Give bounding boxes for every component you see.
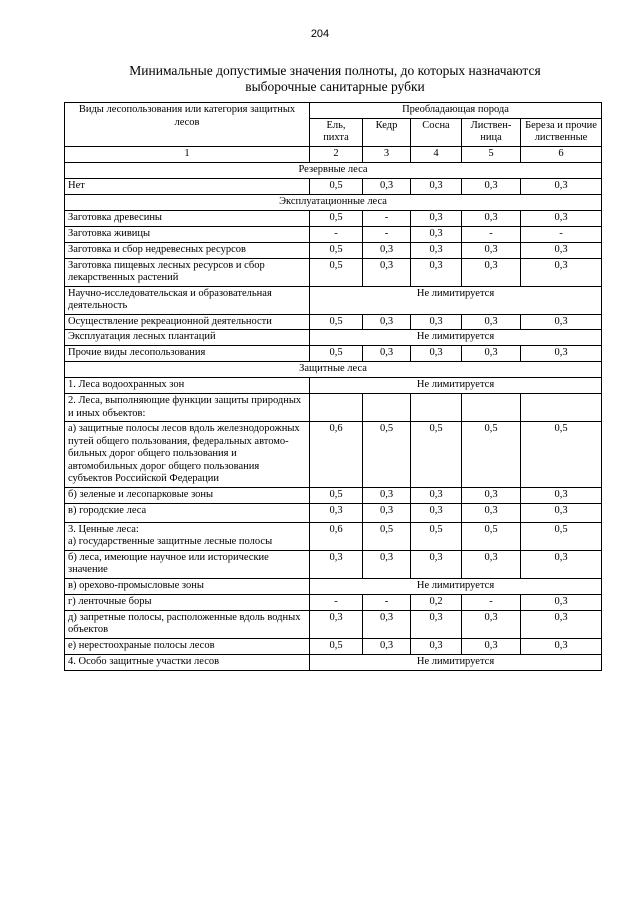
table-cell: 0,3	[521, 550, 602, 578]
header-species: Береза и прочие лиственные	[521, 118, 602, 146]
table-cell: 0,3	[363, 503, 411, 522]
table-cell: 0,3	[462, 550, 521, 578]
table-cell: 0,3	[462, 258, 521, 286]
table-cell: 0,6	[310, 522, 363, 550]
table-cell: 0,3	[363, 258, 411, 286]
table-row	[65, 503, 602, 522]
table-cell: 0,3	[521, 258, 602, 286]
row-label: Заготовка древесины	[65, 210, 310, 226]
table-row	[65, 422, 602, 488]
row-label: Эксплуатация лесных плантаций	[65, 330, 310, 346]
section-reserve: Резервные леса	[65, 162, 602, 178]
table-row	[65, 210, 602, 226]
table-row	[65, 487, 602, 503]
table-cell: 0,3	[411, 346, 462, 362]
table-cell	[411, 394, 462, 422]
table-row	[65, 594, 602, 610]
table-row	[65, 226, 602, 242]
table-cell: 0,3	[363, 314, 411, 330]
table-row	[65, 394, 602, 422]
table-cell: 0,5	[310, 178, 363, 194]
table-cell: 0,3	[462, 210, 521, 226]
table-cell: 0,3	[521, 610, 602, 638]
table-cell: 0,3	[411, 503, 462, 522]
table-cell: 0,3	[521, 638, 602, 654]
table-cell: 0,3	[462, 242, 521, 258]
not-limited-cell: Не лимитируется	[310, 378, 602, 394]
table-cell: 0,5	[521, 422, 602, 488]
table-cell: -	[310, 226, 363, 242]
table-cell: 0,3	[462, 487, 521, 503]
table-cell: -	[310, 594, 363, 610]
table-cell: 0,3	[310, 550, 363, 578]
header-category: Виды лесопользования или категория защитных лесов	[65, 103, 310, 147]
table-cell: 0,5	[310, 638, 363, 654]
row-label: б) зеленые и лесопарковые зоны	[65, 487, 310, 503]
table-cell: 0,3	[363, 178, 411, 194]
table-cell: -	[462, 594, 521, 610]
table-cell: 0,3	[411, 258, 462, 286]
row-label: а) защитные полосы лесов вдоль железнодорожных путей общего пользования, федеральных автомо-бильных дорог общего пользования и автомобильных дорог общего пользования субъектов Российской Федерации	[65, 422, 310, 488]
table-cell: -	[363, 226, 411, 242]
document-title	[70, 63, 600, 95]
table-cell: 0,5	[462, 522, 521, 550]
row-label: Нет	[65, 178, 310, 194]
header-species: Сосна	[411, 118, 462, 146]
row-label: е) нерестоохраные полосы лесов	[65, 638, 310, 654]
column-number: 2	[310, 146, 363, 162]
table-cell: 0,3	[310, 610, 363, 638]
row-label: Заготовка и сбор недревесных ресурсов	[65, 242, 310, 258]
table-cell: 0,3	[411, 210, 462, 226]
table-row	[65, 610, 602, 638]
column-number: 4	[411, 146, 462, 162]
column-number: 5	[462, 146, 521, 162]
table-cell: 0,3	[462, 314, 521, 330]
column-number: 3	[363, 146, 411, 162]
table-cell: 0,5	[521, 522, 602, 550]
table-cell: 0,5	[363, 522, 411, 550]
table-cell: 0,3	[521, 242, 602, 258]
table-cell: 0,5	[310, 487, 363, 503]
page-number: 204	[310, 28, 330, 40]
table-cell: -	[462, 226, 521, 242]
table-cell: 0,3	[462, 503, 521, 522]
table-cell: 0,3	[411, 178, 462, 194]
table-cell: 0,3	[411, 638, 462, 654]
table-cell: -	[363, 594, 411, 610]
table-cell: 0,5	[462, 422, 521, 488]
row-label: 4. Особо защитные участки лесов	[65, 654, 310, 670]
section-operational: Эксплуатационные леса	[65, 194, 602, 210]
row-label-heading: 3. Ценные леса:	[68, 523, 139, 535]
table-row	[65, 314, 602, 330]
table-cell: 0,3	[363, 638, 411, 654]
header-species: Ель, пихта	[310, 118, 363, 146]
row-label-sub: а) государственные защитные лесные полосы	[68, 536, 273, 547]
not-limited-cell: Не лимитируется	[310, 286, 602, 314]
table-row	[65, 654, 602, 670]
table-cell: 0,6	[310, 422, 363, 488]
table-cell: 0,3	[462, 638, 521, 654]
row-label: в) орехово-промысловые зоны	[65, 578, 310, 594]
title-line-2: выборочные санитарные рубки	[245, 79, 425, 94]
not-limited-cell: Не лимитируется	[310, 330, 602, 346]
table-cell: 0,3	[363, 610, 411, 638]
table-row	[65, 522, 602, 550]
table-cell: 0,3	[521, 210, 602, 226]
title-line-1: Минимальные допустимые значения полноты, до которых назначаются	[129, 63, 541, 78]
row-label: б) леса, имеющие научное или исторические значение	[65, 550, 310, 578]
row-label: в) городские леса	[65, 503, 310, 522]
table-cell	[310, 394, 363, 422]
table-cell: 0,3	[411, 610, 462, 638]
row-label: Заготовка пищевых лесных ресурсов и сбор лекарственных растений	[65, 258, 310, 286]
table-row	[65, 346, 602, 362]
felling-density-table	[64, 102, 602, 671]
section-protective: Защитные леса	[65, 362, 602, 378]
table-cell: 0,3	[521, 503, 602, 522]
table-cell: 0,5	[411, 522, 462, 550]
table-cell: 0,3	[363, 242, 411, 258]
row-label: Научно-исследовательская и образовательная деятельность	[65, 286, 310, 314]
row-label: г) ленточные боры	[65, 594, 310, 610]
row-label	[65, 522, 310, 550]
table-row	[65, 638, 602, 654]
table-row	[65, 258, 602, 286]
table-cell: 0,3	[363, 346, 411, 362]
table-cell: 0,5	[310, 346, 363, 362]
table-row	[65, 330, 602, 346]
table-row	[65, 578, 602, 594]
table-cell: -	[521, 226, 602, 242]
table-row	[65, 178, 602, 194]
table-cell: 0,3	[521, 178, 602, 194]
column-number: 1	[65, 146, 310, 162]
table-cell: 0,3	[521, 594, 602, 610]
table-cell: 0,3	[521, 346, 602, 362]
column-number-row	[65, 146, 602, 162]
table-cell: 0,5	[363, 422, 411, 488]
header-species: Листвен-ница	[462, 118, 521, 146]
not-limited-cell: Не лимитируется	[310, 578, 602, 594]
table-row	[65, 378, 602, 394]
table-cell: 0,3	[411, 314, 462, 330]
table-cell: 0,3	[411, 242, 462, 258]
not-limited-cell: Не лимитируется	[310, 654, 602, 670]
table-cell: 0,3	[462, 178, 521, 194]
table-row	[65, 286, 602, 314]
table-cell: 0,2	[411, 594, 462, 610]
table-cell: 0,3	[462, 610, 521, 638]
header-group: Преобладающая порода	[310, 103, 602, 119]
table-cell	[363, 394, 411, 422]
table-cell: 0,5	[310, 258, 363, 286]
table-cell: 0,5	[411, 422, 462, 488]
table-cell: 0,3	[310, 503, 363, 522]
table-cell: 0,5	[310, 242, 363, 258]
table-cell: 0,3	[521, 487, 602, 503]
table-cell: 0,3	[521, 314, 602, 330]
table-cell: 0,3	[462, 346, 521, 362]
row-label: Заготовка живицы	[65, 226, 310, 242]
table-row	[65, 550, 602, 578]
table-cell: 0,3	[363, 550, 411, 578]
table-row	[65, 242, 602, 258]
table-cell: 0,5	[310, 210, 363, 226]
table-cell	[462, 394, 521, 422]
row-label: 1. Леса водоохранных зон	[65, 378, 310, 394]
row-label: 2. Леса, выполняющие функции защиты природных и иных объектов:	[65, 394, 310, 422]
table-cell: 0,5	[310, 314, 363, 330]
table-cell: -	[363, 210, 411, 226]
table-cell: 0,3	[411, 226, 462, 242]
table-cell	[521, 394, 602, 422]
table-cell: 0,3	[411, 487, 462, 503]
row-label: Прочие виды лесопользования	[65, 346, 310, 362]
row-label: д) запретные полосы, расположенные вдоль водных объектов	[65, 610, 310, 638]
column-number: 6	[521, 146, 602, 162]
row-label: Осуществление рекреационной деятельности	[65, 314, 310, 330]
table-cell: 0,3	[411, 550, 462, 578]
table-cell: 0,3	[363, 487, 411, 503]
header-species: Кедр	[363, 118, 411, 146]
